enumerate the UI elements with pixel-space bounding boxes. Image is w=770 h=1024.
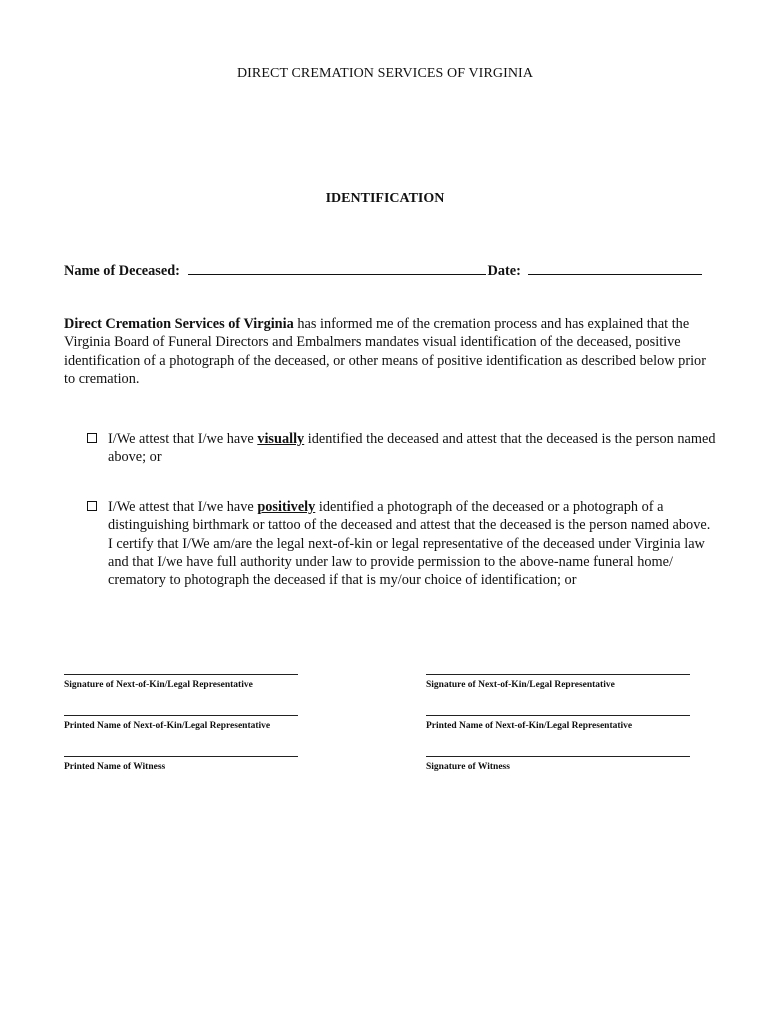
date-label: Date: xyxy=(487,263,521,279)
option-prefix: I/We attest that I/we have xyxy=(108,431,258,447)
signature-block-kin-right xyxy=(426,674,690,690)
date-field[interactable] xyxy=(528,262,702,275)
printed-name-block-kin-left xyxy=(64,715,298,731)
signature-caption: Signature of Next-of-Kin/Legal Representative xyxy=(426,680,615,690)
signature-line[interactable] xyxy=(64,756,298,757)
option-suffix: identified the deceased and attest that the deceased is the person named above; or xyxy=(108,431,716,466)
signature-caption: Printed Name of Next-of-Kin/Legal Representative xyxy=(64,721,271,731)
intro-paragraph xyxy=(64,315,714,388)
option-text xyxy=(108,498,717,589)
signature-caption: Signature of Next-of-Kin/Legal Representative xyxy=(64,680,253,690)
organization-title: DIRECT CREMATION SERVICES OF VIRGINIA xyxy=(236,66,534,81)
option-emphasis: positively xyxy=(257,499,316,515)
signature-caption: Printed Name of Next-of-Kin/Legal Representative xyxy=(426,721,633,731)
name-date-row xyxy=(64,262,724,280)
signature-caption: Printed Name of Witness xyxy=(64,762,166,772)
printed-name-block-kin-right xyxy=(426,715,690,731)
name-of-deceased-label: Name of Deceased: xyxy=(64,263,180,279)
option-text xyxy=(108,430,717,467)
photo-identification-checkbox[interactable] xyxy=(87,501,97,511)
signature-line[interactable] xyxy=(64,715,298,716)
signature-line[interactable] xyxy=(64,674,298,675)
signature-line[interactable] xyxy=(426,715,690,716)
option-prefix: I/We attest that I/we have xyxy=(108,499,258,515)
signature-block-kin-left xyxy=(64,674,298,690)
signature-line[interactable] xyxy=(426,756,690,757)
option-photo-identification xyxy=(87,498,717,589)
signature-caption: Signature of Witness xyxy=(426,762,510,772)
visual-identification-checkbox[interactable] xyxy=(87,433,97,443)
option-suffix: identified a photograph of the deceased or a photograph of a distinguishing birthmark or tattoo of the deceased and attest that the deceased is the person named above. I certify that I/We am/are the legal next-of-kin or legal representative of the deceased under Virginia law and that I/we have full authority under law to provide permission to the above-name funeral home/ crematory to photograph the deceased if that is my/our choice of identification; or xyxy=(108,499,711,589)
signature-line[interactable] xyxy=(426,674,690,675)
document-heading: IDENTIFICATION xyxy=(325,191,445,206)
option-emphasis: visually xyxy=(257,431,305,447)
intro-org-name: Direct Cremation Services of Virginia xyxy=(64,316,294,332)
intro-text: has informed me of the cremation process and has explained that the Virginia Board of Funeral Directors and Embalmers mandates visual identification of the deceased, positive identification of a photograph of the deceased, or other means of positive identification as described below prior to cremation. xyxy=(64,316,706,387)
name-of-deceased-field[interactable] xyxy=(188,262,486,275)
printed-name-block-witness xyxy=(64,756,298,772)
option-visual-identification xyxy=(87,430,717,467)
signature-block-witness xyxy=(426,756,690,772)
